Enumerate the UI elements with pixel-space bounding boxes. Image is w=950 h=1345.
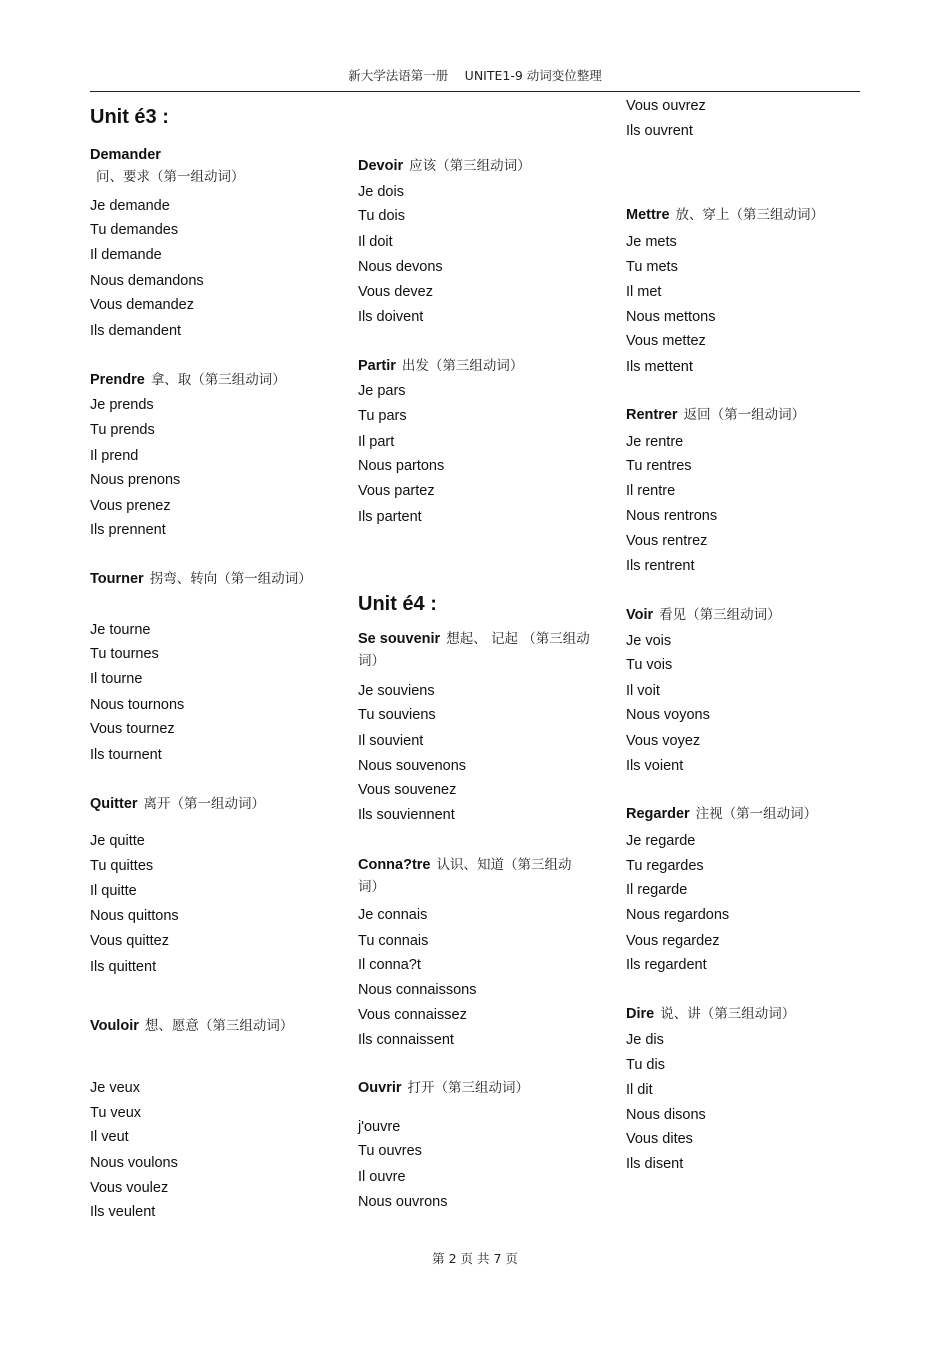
verb-name: Ouvrir	[358, 1080, 402, 1096]
conj-line: Ils souviennent	[358, 807, 455, 823]
conj-line: Tu regardes	[626, 858, 704, 874]
conj-line: Vous tournez	[90, 721, 175, 737]
conj-line: Il voit	[626, 683, 660, 699]
conj-line: Nous souvenons	[358, 758, 467, 774]
conj-line: Je regarde	[626, 833, 696, 849]
conj-line: Nous prenons	[90, 472, 181, 488]
conj-line: Vous souvenez	[358, 782, 457, 798]
conj-line: Vous demandez	[90, 297, 194, 313]
verb-head-mettre	[626, 204, 871, 226]
verb-name: Conna?tre	[358, 857, 431, 873]
conj-line: Je rentre	[626, 434, 684, 450]
conj-line: Ils disent	[626, 1156, 684, 1172]
verb-head-prendre	[90, 369, 330, 391]
verb-gloss: 想、愿意（第三组动词）	[144, 1018, 294, 1034]
conj-line: Tu pars	[358, 408, 407, 424]
verb-name: Demander	[90, 147, 161, 163]
verb-gloss: 放、穿上（第三组动词）	[675, 207, 825, 223]
verb-gloss: 返回（第一组动词）	[683, 407, 806, 423]
conj-line: Je souviens	[358, 683, 435, 699]
verb-name: Rentrer	[626, 407, 678, 423]
verb-head-regarder	[626, 803, 871, 825]
conj-line: Nous connaissons	[358, 982, 477, 998]
conj-line: Nous disons	[626, 1107, 706, 1123]
conj-line: Il met	[626, 284, 662, 300]
verb-head-tourner	[90, 568, 315, 590]
conj-line: Vous voulez	[90, 1180, 169, 1196]
conj-line: Nous rentrons	[626, 508, 718, 524]
verb-head-vouloir	[90, 1015, 330, 1037]
verb-head-ouvrir	[358, 1077, 603, 1099]
conj-line: Je dois	[358, 184, 404, 200]
conj-line: Ils mettent	[626, 359, 693, 375]
conj-line: Nous tournons	[90, 697, 185, 713]
conj-line: Je veux	[90, 1080, 140, 1096]
conj-line: Vous rentrez	[626, 533, 708, 549]
conj-line: Il rentre	[626, 483, 676, 499]
verb-name: Regarder	[626, 806, 690, 822]
verb-gloss: 出发（第三组动词）	[401, 358, 524, 374]
verb-name: Se souvenir	[358, 631, 441, 647]
verb-name: Quitter	[90, 796, 138, 812]
verb-gloss: 问、要求（第一组动词）	[96, 169, 245, 185]
page-footer: 第 2 页 共 7 页	[432, 1251, 518, 1266]
unit-4-title: Unit é4 :	[358, 593, 437, 615]
conj-line: Je prends	[90, 397, 154, 413]
conj-line: Je quitte	[90, 833, 145, 849]
verb-name: Voir	[626, 607, 654, 623]
conj-line: Nous quittons	[90, 908, 179, 924]
conj-line: Ils ouvrent	[626, 123, 693, 139]
conj-line: j'ouvre	[358, 1119, 401, 1135]
verb-head-dire	[626, 1003, 871, 1025]
conj-line: Ils rentrent	[626, 558, 695, 574]
conj-line: Tu veux	[90, 1105, 142, 1121]
conj-line: Ils regardent	[626, 957, 707, 973]
conj-line: Ils connaissent	[358, 1032, 454, 1048]
conj-line: Je dis	[626, 1032, 664, 1048]
conj-line: Je pars	[358, 383, 406, 399]
conj-line: Vous devez	[358, 284, 433, 300]
conj-line: Ils prennent	[90, 522, 166, 538]
conj-line: Ils quittent	[90, 959, 157, 975]
conj-line: Vous mettez	[626, 333, 706, 349]
conj-line: Nous ouvrons	[358, 1194, 448, 1210]
conj-line: Il ouvre	[358, 1169, 406, 1185]
conj-line: Je connais	[358, 907, 428, 923]
conj-line: Tu mets	[626, 259, 678, 275]
verb-gloss: 注视（第一组动词）	[695, 806, 818, 822]
conj-line: Ils partent	[358, 509, 422, 525]
conj-line: Il prend	[90, 448, 139, 464]
conj-line: Ils doivent	[358, 309, 424, 325]
verb-name: Tourner	[90, 571, 144, 587]
verb-gloss: 想起、 记起 （第三组动词）	[358, 631, 590, 669]
verb-name: Mettre	[626, 207, 670, 223]
verb-name: Dire	[626, 1006, 655, 1022]
conj-line: Vous ouvrez	[626, 98, 706, 114]
conj-line: Nous partons	[358, 458, 445, 474]
conj-line: Il tourne	[90, 671, 143, 687]
conj-line: Tu dis	[626, 1057, 665, 1073]
conj-line: Ils voient	[626, 758, 684, 774]
verb-head-rentrer	[626, 404, 871, 426]
unit-3-title: Unit é3 :	[90, 106, 169, 128]
conj-line: Tu connais	[358, 933, 429, 949]
conj-line: Je mets	[626, 234, 677, 250]
conj-line: Il quitte	[90, 883, 137, 899]
verb-gloss: 打开（第三组动词）	[407, 1080, 530, 1096]
header-rule	[90, 91, 860, 92]
conj-line: Je demande	[90, 198, 170, 214]
conj-line: Il dit	[626, 1082, 653, 1098]
conj-line: Tu souviens	[358, 707, 436, 723]
conj-line: Ils veulent	[90, 1204, 156, 1220]
conj-line: Nous voyons	[626, 707, 710, 723]
conj-line: Vous regardez	[626, 933, 720, 949]
conj-line: Nous demandons	[90, 273, 204, 289]
conj-line: Tu ouvres	[358, 1143, 422, 1159]
conj-line: Ils tournent	[90, 747, 162, 763]
conj-line: Ils demandent	[90, 323, 182, 339]
verb-head-se-souvenir	[358, 628, 598, 672]
conj-line: Vous dites	[626, 1131, 693, 1147]
verb-head-partir	[358, 355, 603, 377]
conj-line: Nous voulons	[90, 1155, 178, 1171]
verb-head-connaitre	[358, 854, 583, 898]
verb-name: Partir	[358, 358, 396, 374]
conj-line: Vous prenez	[90, 498, 171, 514]
conj-line: Tu vois	[626, 657, 673, 673]
conj-line: Il souvient	[358, 733, 424, 749]
conj-line: Tu rentres	[626, 458, 692, 474]
verb-gloss: 离开（第一组动词）	[143, 796, 266, 812]
conj-line: Vous quittez	[90, 933, 169, 949]
conj-line: Vous voyez	[626, 733, 701, 749]
conj-line: Il doit	[358, 234, 393, 250]
conj-line: Il veut	[90, 1129, 129, 1145]
verb-gloss: 拐弯、转向（第一组动词）	[149, 571, 312, 587]
verb-gloss: 说、讲（第三组动词）	[660, 1006, 796, 1022]
verb-gloss: 认识、知道（第三组动词）	[358, 857, 572, 895]
conj-line: Je vois	[626, 633, 672, 649]
verb-gloss: 应该（第三组动词）	[409, 158, 531, 174]
conj-line: Tu prends	[90, 422, 155, 438]
verb-head-demander	[90, 144, 315, 188]
conj-line: Nous devons	[358, 259, 443, 275]
conj-line: Nous regardons	[626, 907, 730, 923]
conj-line: Il regarde	[626, 882, 688, 898]
conj-line: Tu dois	[358, 208, 406, 224]
conj-line: Il demande	[90, 247, 162, 263]
page-header: 新大学法语第一册 UNITE1-9 动词变位整理	[348, 68, 602, 83]
verb-gloss: 拿、取（第三组动词）	[150, 372, 286, 388]
verb-name: Vouloir	[90, 1018, 139, 1034]
verb-head-devoir	[358, 155, 603, 177]
verb-head-voir	[626, 604, 871, 626]
verb-name: Prendre	[90, 372, 145, 388]
conj-line: Tu tournes	[90, 646, 159, 662]
conj-line: Vous connaissez	[358, 1007, 467, 1023]
verb-gloss: 看见（第三组动词）	[659, 607, 781, 623]
conj-line: Tu quittes	[90, 858, 154, 874]
conj-line: Tu demandes	[90, 222, 179, 238]
conj-line: Nous mettons	[626, 309, 716, 325]
conj-line: Il part	[358, 434, 395, 450]
conj-line: Vous partez	[358, 483, 435, 499]
conj-line: Je tourne	[90, 622, 151, 638]
verb-head-quitter	[90, 793, 330, 815]
conj-line: Il conna?t	[358, 957, 421, 973]
verb-name: Devoir	[358, 158, 404, 174]
